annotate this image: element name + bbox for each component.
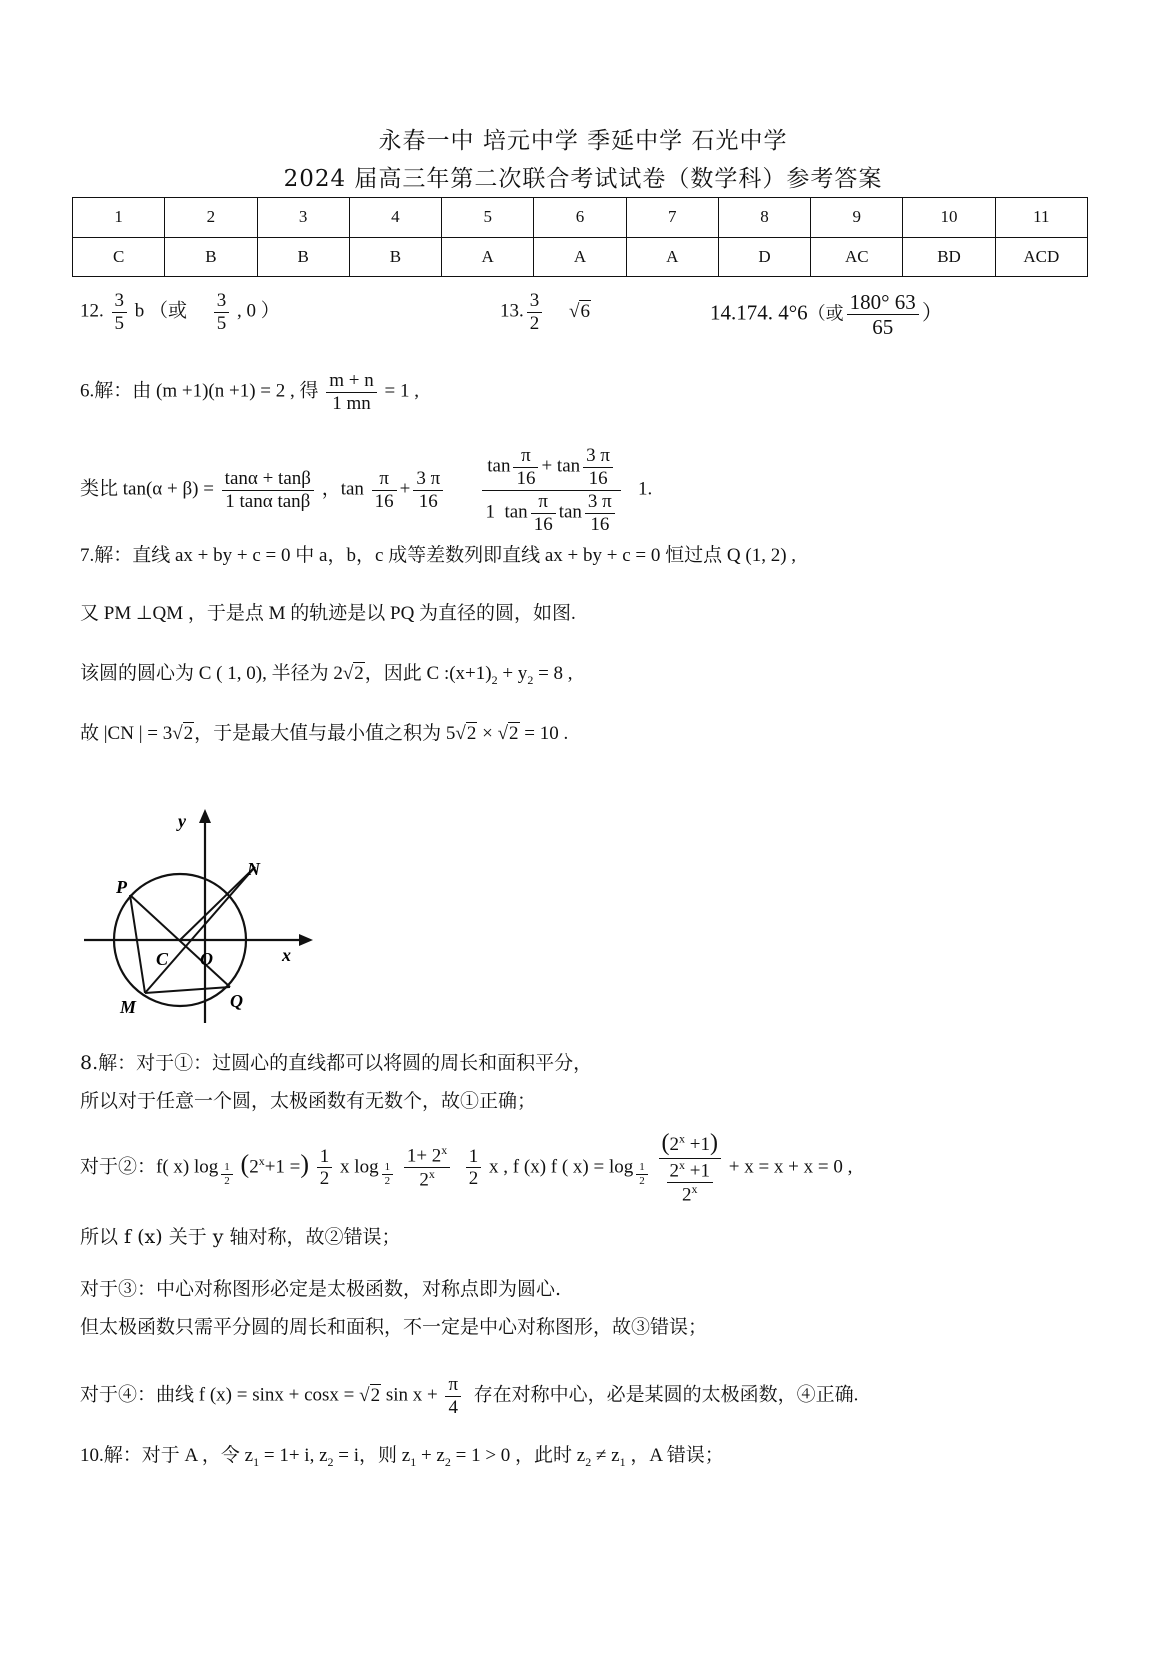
table-cell: 1: [73, 198, 165, 238]
q12-label: 12.: [80, 300, 104, 322]
sol8-line6: 但太极函数只需平分圆的周长和面积，不一定是中心对称图形，故③错误；: [80, 1316, 708, 1338]
sqrt-value: 2: [183, 723, 194, 744]
frac-3: [659, 1130, 721, 1206]
sol8-line3-d: x log: [340, 1156, 379, 1178]
q14-value: 174. 4°6: [736, 300, 808, 325]
exponent-x: x: [679, 1157, 686, 1172]
q13-label: 13.: [500, 300, 524, 322]
exponent: 2: [527, 672, 534, 687]
sol10-line1: [80, 1440, 724, 1470]
segment-mn: [145, 867, 255, 993]
sol7-line1: 7.解：直线 ax + by + c = 0 中 a，b，c 成等差数列即直线 ax + by + c = 0 恒过点 Q (1, 2) ,: [80, 545, 797, 566]
sqrt: √2: [342, 663, 364, 684]
table-cell: C: [73, 237, 165, 277]
sqrt-value: 2: [370, 1384, 381, 1406]
label-p: P: [116, 877, 127, 897]
sol6-big-num: tan $\frac{\pi}{16}$ + tan $\frac{3 \pi}{16}$: [482, 445, 620, 491]
sol10-e: = 1 > 0 ，此时 z: [450, 1445, 586, 1466]
table-cell: 8: [718, 198, 810, 238]
q14-frac-num: 180° 63: [847, 290, 919, 315]
sol6-expr: (m +1)(n +1) = 2 , 得: [156, 380, 319, 402]
x-axis-arrow: [299, 934, 313, 946]
q13-frac-den: 2: [529, 312, 540, 334]
sol7-line4-c: ×: [477, 723, 498, 744]
log-base-num: 1: [221, 1161, 233, 1175]
log-base-den: 2: [639, 1175, 645, 1188]
tan: tan: [487, 455, 511, 477]
exponent-x: x: [428, 1167, 435, 1182]
pi-quarter-fraction: [445, 1374, 461, 1419]
sol6-tan-sum-fraction: [222, 468, 314, 513]
three-pi: 3 π: [413, 468, 443, 491]
sqrt: √2: [172, 723, 194, 744]
table-cell: 2: [165, 198, 257, 238]
half-fraction: [466, 1146, 482, 1191]
q12-frac-num: 3: [214, 290, 230, 313]
exponent-x: x: [679, 1131, 686, 1146]
segment-mq: [145, 987, 230, 993]
q13-fraction: [527, 290, 543, 335]
sol7-line3: [80, 658, 573, 688]
sol6-line2: 类比 tan(α + β) = $\frac{\tan\alpha + \tan\beta}{\text{1 tanα tanβ}}$ ，tan $\frac{\pi}{16}$ + $\frac{3 \pi}{16}$ tan $\frac{\pi}{16}$ + tan $\frac{3 \pi}{16}$ 1 tan $\frac{\pi}{16}$ tan $\frac{3 \pi}{16}$ 1.: [80, 445, 653, 535]
sqrt: √2: [497, 723, 519, 744]
sol8-line3: 对于②：f( x) log $_{\frac{1}{2}}$ ($2^x+1$ =) $\frac{1}{2}$ x log $_{\frac{1}{2}}$ $\frac{1+ 2^x}{2^x}$ $\frac{1}{2}$ x , f (x) f ( x) = log $_{\frac{1}{2}}$ $\frac{(2^x +1)}{\frac{2^x +1}{2^x}}$ + x = x + x = 0 ,: [80, 1130, 853, 1206]
sol6-line2-mid: ，tan: [321, 478, 364, 500]
subscript: 1: [619, 1454, 626, 1469]
log-base-den: 2: [384, 1175, 391, 1188]
sqrt-value: 2: [354, 663, 364, 684]
sol8-line2: 所以对于任意一个圆，太极函数有无数个，故①正确；: [80, 1090, 537, 1112]
frac-3-den: [659, 1159, 721, 1206]
sqrt-value: 2: [466, 723, 477, 744]
table-cell: 7: [626, 198, 718, 238]
sixteen: 16: [533, 513, 553, 535]
frac-2-den-text: 2: [419, 1169, 429, 1191]
frac: [583, 445, 613, 490]
schools-header: 永春一中 培元中学 季延中学 石光中学: [378, 128, 788, 154]
label-y: y: [178, 811, 186, 831]
half-den: 2: [319, 1168, 330, 1190]
sixteen: 16: [418, 490, 438, 512]
subscript: 1: [253, 1454, 260, 1469]
label-q: Q: [230, 991, 243, 1011]
pi: π: [513, 445, 538, 468]
sol6-prefix: 6.解：由: [80, 380, 152, 402]
half-fraction: [317, 1146, 333, 1191]
sol8-line4: 所以 f (x) 关于 y 轴对称，故②错误；: [80, 1226, 401, 1248]
sol6-big-den: [482, 491, 620, 536]
q12-frac-num: 3: [112, 290, 128, 313]
log-base: [221, 1161, 233, 1187]
sol6-frac-num: m + n: [326, 370, 377, 393]
table-cell: BD: [903, 237, 995, 277]
exponent-x: x: [441, 1143, 448, 1158]
sol7-line3-c: + y: [497, 663, 528, 684]
frac-2-den: [404, 1168, 450, 1191]
frac-3-den-top: 2: [669, 1159, 680, 1181]
sol8-line3-c: +1 =: [264, 1156, 301, 1178]
circle-figure: [80, 805, 320, 1035]
sol10-b: = 1+ i, z: [259, 1445, 328, 1466]
y-axis-arrow: [199, 809, 211, 823]
q14-fraction: [847, 290, 919, 339]
sol7-line3-b: ，因此 C :(x+1): [364, 663, 492, 684]
label-o: O: [200, 949, 213, 969]
q13-root: √6: [569, 300, 590, 322]
table-cell: D: [718, 237, 810, 277]
log-base-num: 1: [636, 1161, 648, 1175]
q13-answer: [500, 290, 591, 335]
sol7-line4-d: = 10 .: [519, 723, 569, 744]
sol8-line3-f: + x = x + x = 0 ,: [728, 1156, 853, 1178]
frac-3-num-b: +1: [685, 1134, 710, 1155]
sol8-line3-b: 2: [249, 1156, 259, 1178]
four: 4: [448, 1396, 459, 1418]
sol7-line3-d: = 8 ,: [533, 663, 573, 684]
frac-3-num-text: 2: [669, 1134, 680, 1155]
table-cell: 9: [811, 198, 903, 238]
sol8-line7-b: sin x +: [385, 1384, 438, 1406]
table-cell: A: [534, 237, 626, 277]
sol10-c: = i，则 z: [333, 1445, 411, 1466]
exponent-x: x: [258, 1154, 265, 1168]
q13-root-value: 6: [580, 300, 590, 322]
sol7-line4: [80, 718, 568, 745]
sol10-g: ，A 错误；: [625, 1445, 724, 1466]
q14-close: ）: [921, 300, 943, 325]
segment-cn: [180, 867, 255, 940]
sixteen: 16: [374, 490, 394, 512]
q12-frac-den: 5: [114, 312, 124, 334]
exam-title: 2024 届高三年第二次联合考试试卷（数学科）参考答案: [283, 166, 883, 192]
answer-row: [73, 237, 1088, 277]
one: 1: [485, 501, 495, 523]
label-x: x: [282, 945, 291, 965]
sixteen: 16: [516, 467, 536, 489]
label-m: M: [120, 997, 137, 1017]
frac: [531, 491, 556, 536]
sqrt-value: 2: [509, 723, 519, 744]
sol7-line2: 又 PM ⊥QM ，于是点 M 的轨迹是以 PQ 为直径的圆，如图.: [80, 603, 576, 624]
table-cell: 5: [442, 198, 534, 238]
half-den: 2: [468, 1168, 479, 1190]
table-cell: B: [257, 237, 349, 277]
frac-3-den-bottom: 2: [682, 1184, 692, 1206]
table-cell: 10: [903, 198, 995, 238]
tan: tan: [558, 501, 582, 523]
frac: [585, 491, 615, 536]
table-cell: 3: [257, 198, 349, 238]
q12-fraction: [112, 290, 128, 335]
pi: π: [531, 491, 556, 514]
sol6-line1: [80, 370, 419, 415]
sol6-big-fraction: [482, 445, 620, 535]
question-number-row: [73, 198, 1088, 238]
sol6-line2-prefix: 类比 tan(α + β) =: [80, 478, 214, 500]
table-cell: B: [349, 237, 441, 277]
q14-or: （或: [807, 303, 844, 324]
q12-frac-den: 5: [216, 312, 227, 334]
table-cell: AC: [811, 237, 903, 277]
q12-text: b （或: [134, 300, 188, 322]
sixteen: 16: [588, 467, 608, 489]
exponent-x: x: [691, 1181, 698, 1196]
sol6-tan-num: tanα + tanβ: [222, 468, 314, 491]
sol8-line5: 对于③：中心对称图形必定是太极函数，对称点即为圆心.: [80, 1278, 562, 1300]
tan: tan: [504, 501, 528, 523]
q12-answer: [80, 290, 280, 335]
sol6-frac-den: 1 mn: [332, 392, 371, 414]
q14-label: 14.: [710, 300, 737, 325]
table-cell: ACD: [995, 237, 1087, 277]
log-base: [382, 1161, 394, 1187]
sol6-line2-tail: 1.: [638, 478, 653, 500]
q12-tail: , 0 ）: [237, 300, 280, 322]
subscript: 2: [327, 1454, 334, 1469]
frac-2: [404, 1144, 450, 1191]
table-cell: 6: [534, 198, 626, 238]
sol6-tan-den: 1 tanα tanβ: [225, 490, 311, 512]
frac-3-inner-num: [667, 1159, 713, 1183]
sol8-line7-a: 对于④：曲线 f (x) = sinx + cosx =: [80, 1384, 355, 1406]
frac-2-num-text: 1+ 2: [406, 1145, 442, 1167]
frac-3-inner: [667, 1159, 713, 1206]
sol8-line1: 8.解：对于①：过圆心的直线都可以将圆的周长和面积平分，: [80, 1052, 593, 1074]
half-num: 1: [466, 1146, 482, 1169]
table-cell: 4: [349, 198, 441, 238]
sol6-fraction: [326, 370, 377, 415]
log-base: [636, 1161, 648, 1187]
log-base-num: 1: [382, 1161, 394, 1175]
label-c: C: [156, 949, 169, 969]
pi: π: [445, 1374, 461, 1397]
three-pi: 3 π: [583, 445, 613, 468]
sqrt: √2: [359, 1384, 381, 1406]
frac-3-num: $(2^x +1)$: [659, 1130, 721, 1159]
half-num: 1: [317, 1146, 333, 1169]
sol10-d: + z: [416, 1445, 445, 1466]
sol10-f: ≠ z: [591, 1445, 620, 1466]
answer-table: [72, 197, 1088, 277]
q14-answer: [710, 290, 943, 339]
label-n: N: [247, 859, 260, 879]
q12-fraction-2: [214, 290, 230, 335]
sol7-line3-a: 该圆的圆心为 C ( 1, 0), 半径为 2: [80, 663, 343, 684]
tan: tan: [556, 455, 581, 477]
sol6-pi16-frac: [372, 468, 397, 513]
sol8-line7: [80, 1374, 858, 1419]
sol8-line7-c: 存在对称中心，必是某圆的太极函数，④正确.: [473, 1384, 859, 1406]
segment-pm: [130, 895, 145, 993]
frac-2-num: [404, 1144, 450, 1168]
table-cell: A: [626, 237, 718, 277]
sol6-tail: = 1 ,: [384, 380, 419, 402]
sixteen: 16: [590, 513, 610, 535]
table-cell: 11: [995, 198, 1087, 238]
subscript: 1: [410, 1454, 417, 1469]
subscript: 2: [444, 1454, 451, 1469]
table-cell: B: [165, 237, 257, 277]
frac: [513, 445, 538, 490]
table-cell: A: [442, 237, 534, 277]
frac-3-inner-den: [667, 1183, 713, 1206]
exponent: 2: [491, 672, 498, 687]
three-pi: 3 π: [585, 491, 615, 514]
sqrt: √2: [455, 723, 477, 744]
sol8-line3-a: 对于②：f( x) log: [80, 1156, 219, 1178]
q13-frac-num: 3: [527, 290, 543, 313]
sol8-line3-e: x , f (x) f ( x) = log: [489, 1156, 634, 1178]
q14-frac-den: 65: [872, 315, 894, 340]
frac-3-den-top-b: +1: [685, 1159, 710, 1181]
sol10-a: 10.解：对于 A ，令 z: [80, 1445, 254, 1466]
pi: π: [372, 468, 397, 491]
sol7-line4-b: ，于是最大值与最小值之积为 5: [194, 723, 456, 744]
log-base-den: 2: [224, 1175, 230, 1188]
sol7-line4-a: 故 |CN | = 3: [80, 723, 173, 744]
subscript: 2: [585, 1454, 592, 1469]
sol6-3pi16-frac: [413, 468, 443, 513]
